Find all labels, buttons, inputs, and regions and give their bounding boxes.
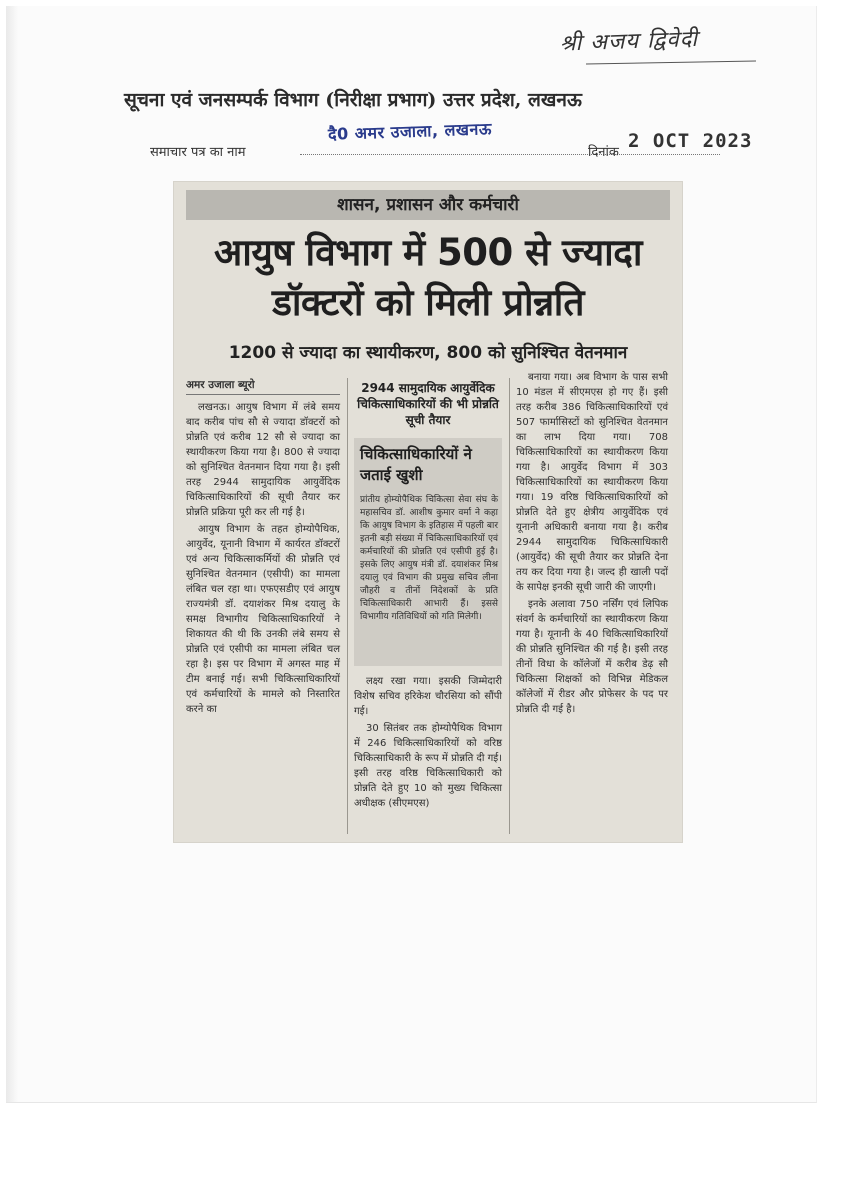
article-column-2 bbox=[354, 674, 502, 813]
article-paragraph: आयुष विभाग के तहत होम्योपैथिक, आयुर्वेद, यूनानी विभाग में कार्यरत डॉक्टरों एवं अन्य चिकित्साकर्मियों की प्रोन्नति एवं सुनिश्चित वेतनमान (एसीपी) का मामला लंबित चल रहा था। एफएसडीए एवं आयुष राज्यमंत्री डॉ. दयाशंकर मिश्र दयालु के समक्ष विभागीय चिकित्साधिकारियों ने शिकायत की थी कि उनकी लंबे समय से प्रोन्नति एवं एसीपी का मामला लंबित चल रहा है। इस पर विभाग में अगस्त माह में टीम बनाई गई। सभी चिकित्साधिकारियों एवं कर्मचारियों के मामले को निस्तारित करने का bbox=[186, 524, 340, 715]
dotted-fill-line bbox=[300, 154, 720, 155]
handwritten-signature: श्री अजय द्विवेदी bbox=[559, 26, 699, 57]
subheadline: 1200 से ज्यादा का स्थायीकरण, 800 को सुनिश्चित वेतनमान bbox=[228, 343, 628, 363]
column-2-heading: 2944 सामुदायिक आयुर्वेदिक चिकित्साधिकारियों की भी प्रोन्नति सूची तैयार bbox=[357, 381, 499, 427]
article-paragraph: 30 सितंबर तक होम्योपैथिक विभाग में 246 चिकित्साधिकारियों को वरिष्ठ चिकित्साधिकारी के रूप में प्रोन्नति दी गई। इसी तरह वरिष्ठ चिकित्साधिकारी को प्रोन्नति देते हुए 10 को मुख्य चिकित्सा अधीक्षक (सीएमएस) bbox=[354, 723, 502, 809]
newspaper-clipping bbox=[174, 182, 682, 842]
date-stamp: 2 OCT 2023 bbox=[628, 130, 753, 152]
page-edge-shadow bbox=[6, 6, 18, 1102]
byline-rule bbox=[186, 394, 340, 395]
byline: अमर उजाला ब्यूरो bbox=[186, 379, 255, 391]
sidebar-title: चिकित्साधिकारियों ने जताई खुशी bbox=[360, 445, 472, 484]
headline bbox=[178, 228, 678, 328]
newspaper-name-label: समाचार पत्र का नाम bbox=[150, 145, 246, 160]
article-paragraph: लक्ष्य रखा गया। इसकी जिम्मेदारी विशेष सचिव हरिकेश चौरसिया को सौंपी गई। bbox=[354, 676, 502, 717]
newspaper-name-stamp: दै0 अमर उजाला, लखनऊ bbox=[327, 119, 493, 144]
publication-row bbox=[150, 119, 770, 164]
headline-line-1: आयुष विभाग में 500 से ज्यादा bbox=[214, 231, 642, 274]
section-banner: शासन, प्रशासन और कर्मचारी bbox=[186, 190, 670, 220]
department-header: सूचना एवं जनसम्पर्क विभाग (निरीक्षा प्रभाग) उत्तर प्रदेश, लखनऊ bbox=[124, 89, 582, 111]
sidebar-box bbox=[354, 438, 502, 666]
article-paragraph: बनाया गया। अब विभाग के पास सभी 10 मंडल में सीएमएस हो गए हैं। इसी तरह करीब 386 चिकित्साधिकारियों एवं 507 फार्मासिस्टों को सुनिश्चित वेतनमान का लाभ दिया गया। 708 चिकित्साधिकारियों का स्थायीकरण किया गया है। आयुर्वेद विभाग में 303 चिकित्साधिकारियों का स्थायीकरण किया गया। 19 वरिष्ठ चिकित्साधिकारियों को प्रोन्नति देते हुए क्षेत्रीय आयुर्वेदिक एवं यूनानी अधिकारी बनाया गया है। करीब 2944 सामुदायिक चिकित्साधिकारी (आयुर्वेद) की सूची तैयार कर प्रोन्नति देना तय कर दिया गया है। जल्द ही खाली पदों के सापेक्ष इनकी सूची जारी की जाएगी। bbox=[516, 372, 668, 593]
column-divider bbox=[509, 378, 510, 834]
column-divider bbox=[347, 378, 348, 834]
article-column-3 bbox=[516, 370, 668, 719]
date-label: दिनांक bbox=[588, 145, 619, 160]
article-paragraph: इनके अलावा 750 नर्सिंग एवं लिपिक संवर्ग के कर्मचारियों का स्थायीकरण किया गया है। यूनानी के 40 चिकित्साधिकारियों की प्रोन्नति सुनिश्चित की गई है। इसी तरह तीनों विधा के कॉलेजों में करीब डेढ़ सौ चिकित्सा शिक्षकों को विभिन्न मेडिकल कॉलेजों में रीडर और प्रोफेसर के पद पर प्रोन्नति दी गई है। bbox=[516, 599, 668, 715]
headline-line-2: डॉक्टरों को मिली प्रोन्नति bbox=[272, 281, 584, 324]
article-paragraph: लखनऊ। आयुष विभाग में लंबे समय बाद करीब पांच सौ से ज्यादा डॉक्टरों को प्रोन्नति एवं करीब 12 सौ से ज्यादा का स्थायीकरण किया गया है। 800 से ज्यादा को सुनिश्चित वेतनमान दिया गया है। इसी तरह 2944 सामुदायिक आयुर्वेदिक चिकित्साधिकारियों की सूची तैयार कर प्रोन्नति प्रक्रिया पूरी कर ली गई है। bbox=[186, 402, 340, 518]
article-column-1 bbox=[186, 400, 340, 719]
sidebar-body: प्रांतीय होम्योपैथिक चिकित्सा सेवा संघ के महासचिव डॉ. आशीष कुमार वर्मा ने कहा कि आयुष विभाग के इतिहास में पहली बार इतनी बड़ी संख्या में चिकित्साधिकारियों एवं कर्मचारियों की प्रोन्नति एवं एसीपी हुई है। इसके लिए आयुष मंत्री डॉ. दयाशंकर मिश्र दयालु एवं विभाग की प्रमुख सचिव लीना जौहरी व तीनों निदेशकों के प्रति चिकित्साधिकारी आभारी हैं। इससे विभागीय गतिविधियों को गति मिलेगी। bbox=[360, 495, 498, 622]
